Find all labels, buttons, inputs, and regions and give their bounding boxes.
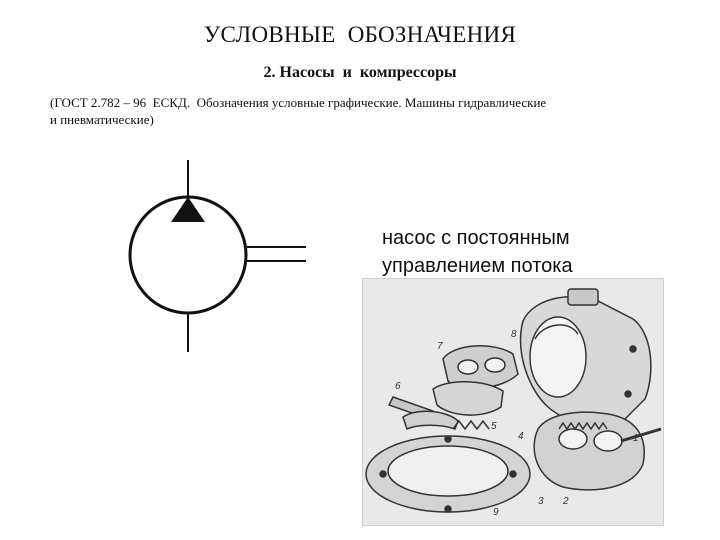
symbol-caption-line-1: насос с постоянным <box>382 227 570 249</box>
page-title: УСЛОВНЫЕ ОБОЗНАЧЕНИЯ <box>203 22 517 47</box>
symbol-caption <box>382 224 573 280</box>
gear-pump-drawing-svg <box>363 279 663 525</box>
fixed-displacement-pump-symbol-icon <box>110 160 320 360</box>
part-number-label: 8 <box>511 329 517 340</box>
standard-reference-line-2: и пневматические) <box>50 112 154 127</box>
gear-pump-exploded-view-drawing <box>362 278 664 526</box>
section-subtitle: 2. Насосы и компрессоры <box>263 64 457 81</box>
symbol-caption-line-2: управлением потока <box>382 255 573 277</box>
pump-housing <box>521 289 651 424</box>
part-number-label: 3 <box>538 496 544 507</box>
part-number-label: 6 <box>395 381 401 392</box>
part-number-label: 9 <box>493 507 499 518</box>
bushings <box>433 346 518 415</box>
gear-assembly <box>534 412 661 490</box>
standard-reference <box>50 94 690 128</box>
part-number-label: 4 <box>518 431 524 442</box>
standard-reference-line-1: (ГОСТ 2.782 – 96 ЕСКД. Обозначения условные графические. Машины гидравлические <box>50 95 547 110</box>
part-number-label: 2 <box>563 496 569 507</box>
part-number-label: 7 <box>437 341 443 352</box>
part-number-label: 1 <box>633 433 639 444</box>
flow-direction-triangle-icon <box>171 197 205 222</box>
part-number-label: 5 <box>491 421 497 432</box>
pump-cover <box>366 436 530 512</box>
